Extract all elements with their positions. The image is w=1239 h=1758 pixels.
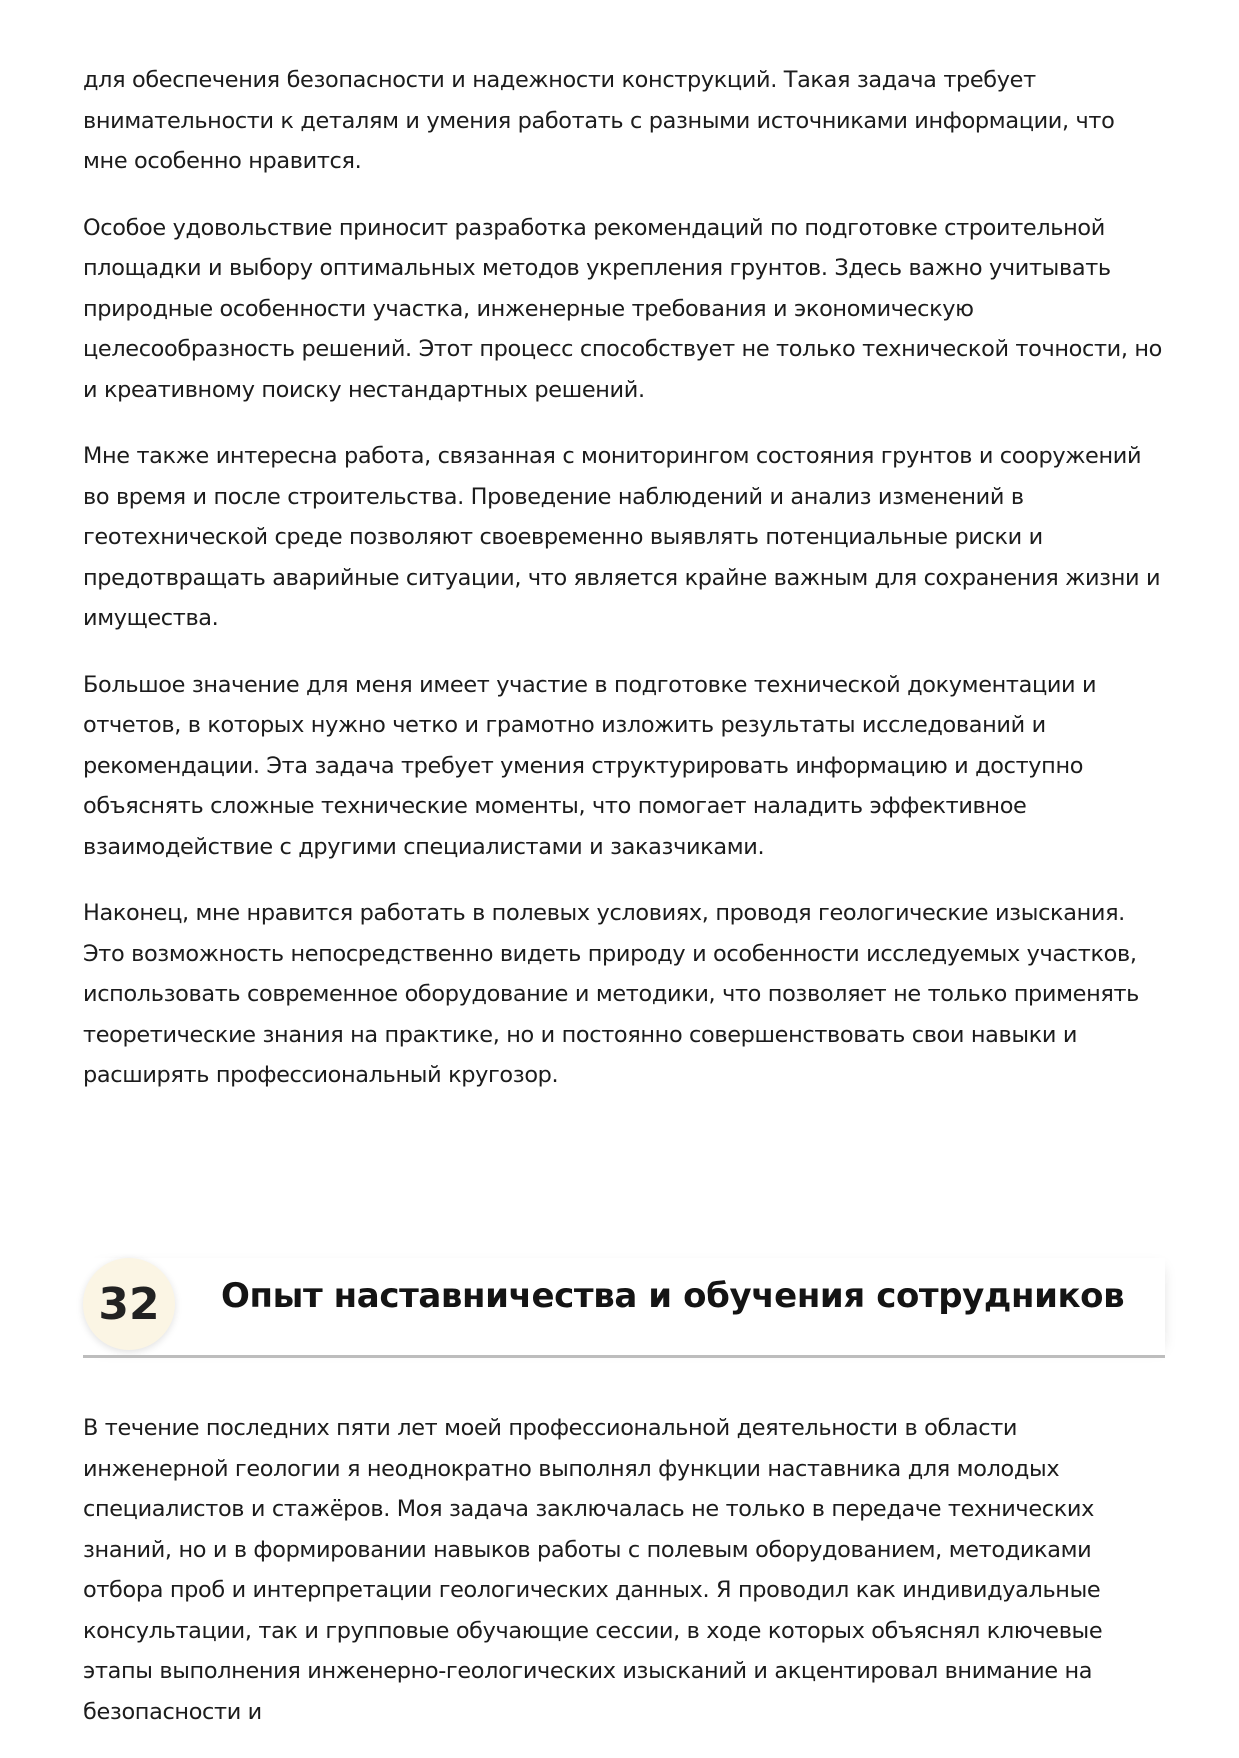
paragraph: Наконец, мне нравится работать в полевых условиях, проводя геологические изыскания. Это возможность непосредственно видеть природу и особенности исследуемых участков, использовать современное оборудование и методики, что позволяет не только применять теоретические знания на практике, но и постоянно совершенствовать свои навыки и расширять профессиональный кругозор. (83, 900, 1140, 1088)
text-block-top (83, 60, 1165, 1122)
paragraph: В течение последних пяти лет моей профессиональной деятельности в области инженерной геологии я неоднократно выполнял функции наставника для молодых специалистов и стажёров. Моя задача заключалась не только в передаче технических знаний, но и в формировании навыков работы с полевым оборудованием, методиками отбора проб и интерпретации геологических данных. Я проводил как индивидуальные консультации, так и групповые обучающие сессии, в ходе которых объяснял ключевые этапы выполнения инженерно-геологических изысканий и акцентировал внимание на безопасности и (83, 1415, 1103, 1725)
paragraph: Мне также интересна работа, связанная с мониторингом состояния грунтов и сооружений во время и после строительства. Проведение наблюдений и анализ изменений в геотехнической среде позволяют своевременно выявлять потенциальные риски и предотвращать аварийные ситуации, что является крайне важным для сохранения жизни и имущества. (83, 443, 1161, 631)
paragraph: Большое значение для меня имеет участие в подготовке технической документации и отчетов, в которых нужно четко и грамотно изложить результаты исследований и рекомендации. Эта задача требует умения структурировать информацию и доступно объяснять сложные технические моменты, что помогает наладить эффективное взаимодействие с другими специалистами и заказчиками. (83, 671, 1097, 860)
section-header (83, 1258, 1165, 1358)
section-number-badge: 32 (83, 1258, 175, 1350)
text-block-bottom (83, 1408, 1165, 1758)
section-divider (83, 1355, 1165, 1358)
section-title: Опыт наставничества и обучения сотрудников (221, 1276, 1125, 1316)
paragraph: для обеспечения безопасности и надежности конструкций. Такая задача требует внимательности к деталям и умения работать с разными источниками информации, что мне особенно нравится. (83, 67, 1115, 174)
paragraph: Особое удовольствие приносит разработка рекомендаций по подготовке строительной площадки и выбору оптимальных методов укрепления грунтов. Здесь важно учитывать природные особенности участка, инженерные требования и экономическую целесообразность решений. Этот процесс способствует не только технической точности, но и креативному поиску нестандартных решений. (83, 214, 1163, 403)
